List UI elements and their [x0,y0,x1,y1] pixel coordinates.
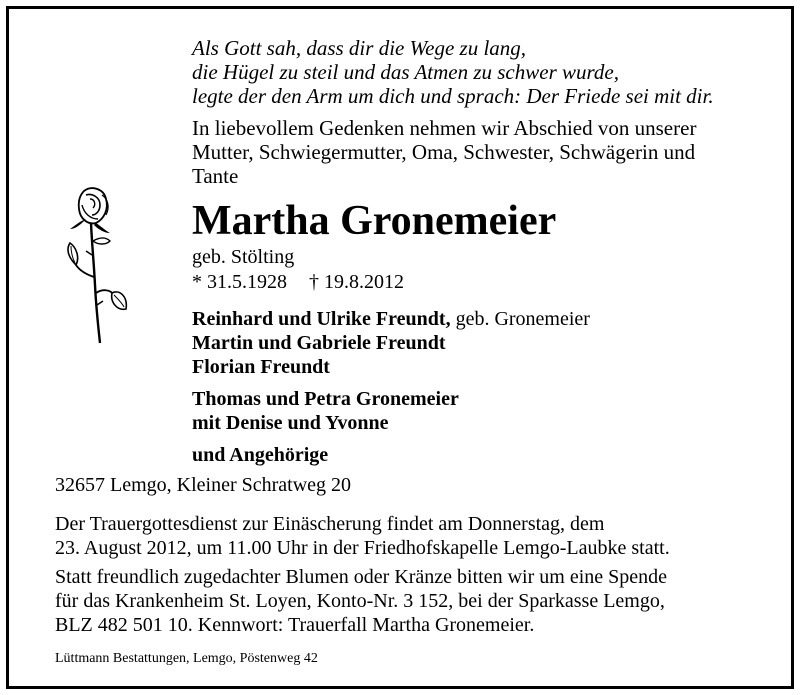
deceased-name: Martha Gronemeier [192,198,557,244]
family-note: geb. Gronemeier [450,308,590,330]
poem-text [192,36,714,108]
service-line: Der Trauergottesdienst zur Einäscherung findet am Donnerstag, dem [55,513,605,535]
family-entry [192,307,590,331]
family-address: 32657 Lemgo, Kleiner Schratweg 20 [55,474,352,496]
intro-line: Mutter, Schwiegermutter, Oma, Schwester, Schwägerin und [192,140,696,164]
intro-line: Tante [192,164,239,188]
family-entry: Martin und Gabriele Freundt [192,332,446,354]
family-entry: mit Denise und Yvonne [192,412,389,434]
maiden-name: geb. Stölting [192,246,295,268]
donation-info [55,565,667,637]
family-spacer [192,435,590,443]
family-entry: Florian Freundt [192,356,330,378]
intro-text [192,116,696,188]
birth-date: * 31.5.1928 [192,271,287,293]
service-info [55,512,670,560]
family-entry: und Angehörige [192,444,329,466]
family-entry: Thomas und Petra Gronemeier [192,388,459,410]
family-name: Reinhard und Ulrike Freundt, [192,308,451,330]
life-dates [192,270,404,294]
service-line: 23. August 2012, um 11.00 Uhr in der Friedhofskapelle Lemgo-Laubke statt. [55,537,670,559]
donation-line: Statt freundlich zugedachter Blumen oder Kränze bitten wir um eine Spende [55,566,668,588]
donation-line: BLZ 482 501 10. Kennwort: Trauerfall Martha Gronemeier. [55,614,535,636]
poem-line: Als Gott sah, dass dir die Wege zu lang, [192,36,527,60]
donation-line: für das Krankenheim St. Loyen, Konto-Nr. 3 152, bei der Sparkasse Lemgo, [55,590,665,612]
poem-line: die Hügel zu steil und das Atmen zu schwer wurde, [192,60,619,84]
rose-icon [62,185,132,345]
intro-line: In liebevollem Gedenken nehmen wir Abschied von unserer [192,116,697,140]
family-spacer [192,379,590,387]
family-list [192,307,590,467]
death-date: † 19.8.2012 [309,271,404,293]
undertaker-info: Lüttmann Bestattungen, Lemgo, Pöstenweg 42 [55,651,318,666]
poem-line: legte der den Arm um dich und sprach: Der Friede sei mit dir. [192,84,714,108]
